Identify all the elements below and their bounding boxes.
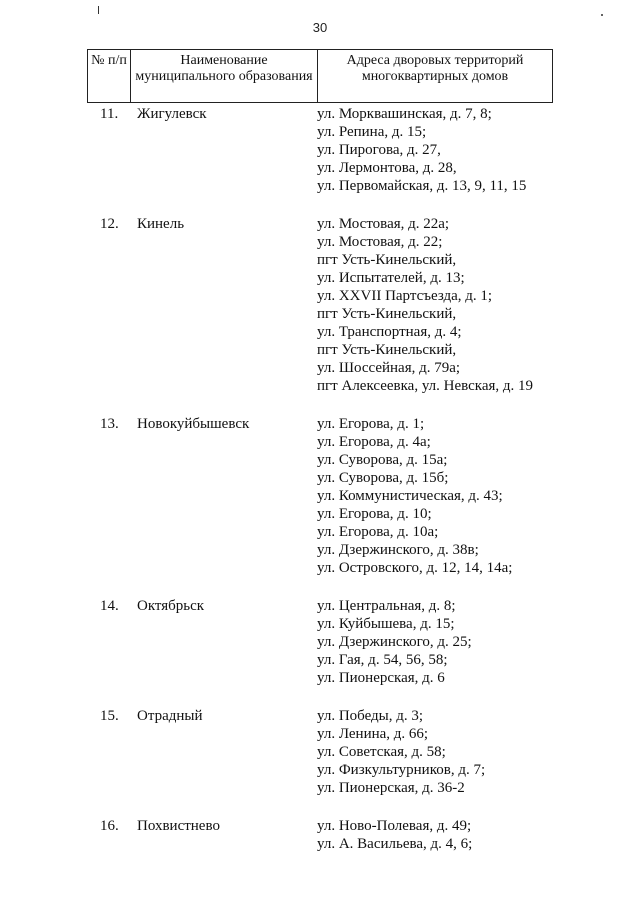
address-line: ул. Победы, д. 3; — [317, 708, 424, 724]
address-line: ул. Дзержинского, д. 25; — [317, 634, 472, 650]
municipality-name: Похвистнево — [137, 818, 220, 834]
entries-list — [0, 105, 640, 873]
address-line: ул. Центральная, д. 8; — [317, 598, 456, 614]
address-line: ул. Дзержинского, д. 38в; — [317, 542, 479, 558]
address-line: ул. Ново-Полевая, д. 49; — [317, 818, 472, 834]
address-line: ул. Первомайская, д. 13, 9, 11, 15 — [317, 178, 527, 194]
address-list — [317, 707, 485, 797]
entry-number: 16. — [100, 818, 119, 834]
address-list — [317, 415, 512, 577]
address-line: ул. Транспортная, д. 4; — [317, 324, 462, 340]
address-line: ул. Шоссейная, д. 79а; — [317, 360, 461, 376]
address-line: ул. Коммунистическая, д. 43; — [317, 488, 503, 504]
table-row — [0, 707, 640, 797]
header-col-municipality: Наименование муниципального образования — [131, 50, 318, 103]
header-col-addresses: Адреса дворовых территорий многоквартирных домов — [318, 50, 553, 103]
address-line: ул. XXVII Партсъезда, д. 1; — [317, 288, 493, 304]
municipality-name: Октябрьск — [137, 598, 205, 614]
table-row — [0, 597, 640, 687]
address-line: ул. Егорова, д. 4а; — [317, 434, 431, 450]
address-line: ул. Морквашинская, д. 7, 8; — [317, 106, 492, 122]
scan-mark — [601, 14, 603, 16]
table-row — [0, 415, 640, 577]
address-line: ул. А. Васильева, д. 4, 6; — [317, 836, 473, 852]
scan-mark — [98, 6, 99, 14]
address-line: ул. Репина, д. 15; — [317, 124, 427, 140]
entry-number: 13. — [100, 416, 119, 432]
address-line: ул. Мостовая, д. 22а; — [317, 216, 450, 232]
address-line: ул. Ленина, д. 66; — [317, 726, 429, 742]
entry-number: 15. — [100, 708, 119, 724]
address-line: ул. Физкультурников, д. 7; — [317, 762, 486, 778]
address-list — [317, 105, 526, 195]
address-line: пгт Усть-Кинельский, — [317, 306, 457, 322]
table-row — [0, 215, 640, 395]
entry-number: 12. — [100, 216, 119, 232]
address-line: ул. Лермонтова, д. 28, — [317, 160, 457, 176]
address-line: ул. Советская, д. 58; — [317, 744, 446, 760]
municipality-name: Кинель — [137, 216, 185, 232]
address-line: ул. Пионерская, д. 6 — [317, 670, 445, 686]
address-line: пгт Усть-Кинельский, — [317, 342, 457, 358]
municipality-name: Новокуйбышевск — [137, 416, 250, 432]
entry-number: 11. — [100, 106, 119, 122]
address-line: ул. Мостовая, д. 22; — [317, 234, 443, 250]
address-list — [317, 215, 533, 395]
table-header — [87, 49, 553, 103]
municipality-name: Отрадный — [137, 708, 203, 724]
address-line: ул. Пирогова, д. 27, — [317, 142, 441, 158]
address-line: ул. Островского, д. 12, 14, 14а; — [317, 560, 513, 576]
page-number: 30 — [312, 20, 328, 35]
address-list — [317, 817, 472, 853]
entry-number: 14. — [100, 598, 119, 614]
address-line: ул. Испытателей, д. 13; — [317, 270, 465, 286]
address-line: ул. Егорова, д. 10; — [317, 506, 432, 522]
address-line: ул. Куйбышева, д. 15; — [317, 616, 455, 632]
address-line: ул. Суворова, д. 15а; — [317, 452, 448, 468]
address-line: ул. Егорова, д. 10а; — [317, 524, 439, 540]
address-line: ул. Пионерская, д. 36-2 — [317, 780, 465, 796]
header-col-number: № п/п — [88, 50, 131, 103]
address-line: пгт Усть-Кинельский, — [317, 252, 457, 268]
address-line: пгт Алексеевка, ул. Невская, д. 19 — [317, 378, 534, 394]
address-line: ул. Гая, д. 54, 56, 58; — [317, 652, 448, 668]
address-list — [317, 597, 472, 687]
address-line: ул. Суворова, д. 15б; — [317, 470, 449, 486]
table-row — [0, 817, 640, 853]
address-line: ул. Егорова, д. 1; — [317, 416, 425, 432]
municipality-name: Жигулевск — [137, 106, 207, 122]
table-row — [0, 105, 640, 195]
